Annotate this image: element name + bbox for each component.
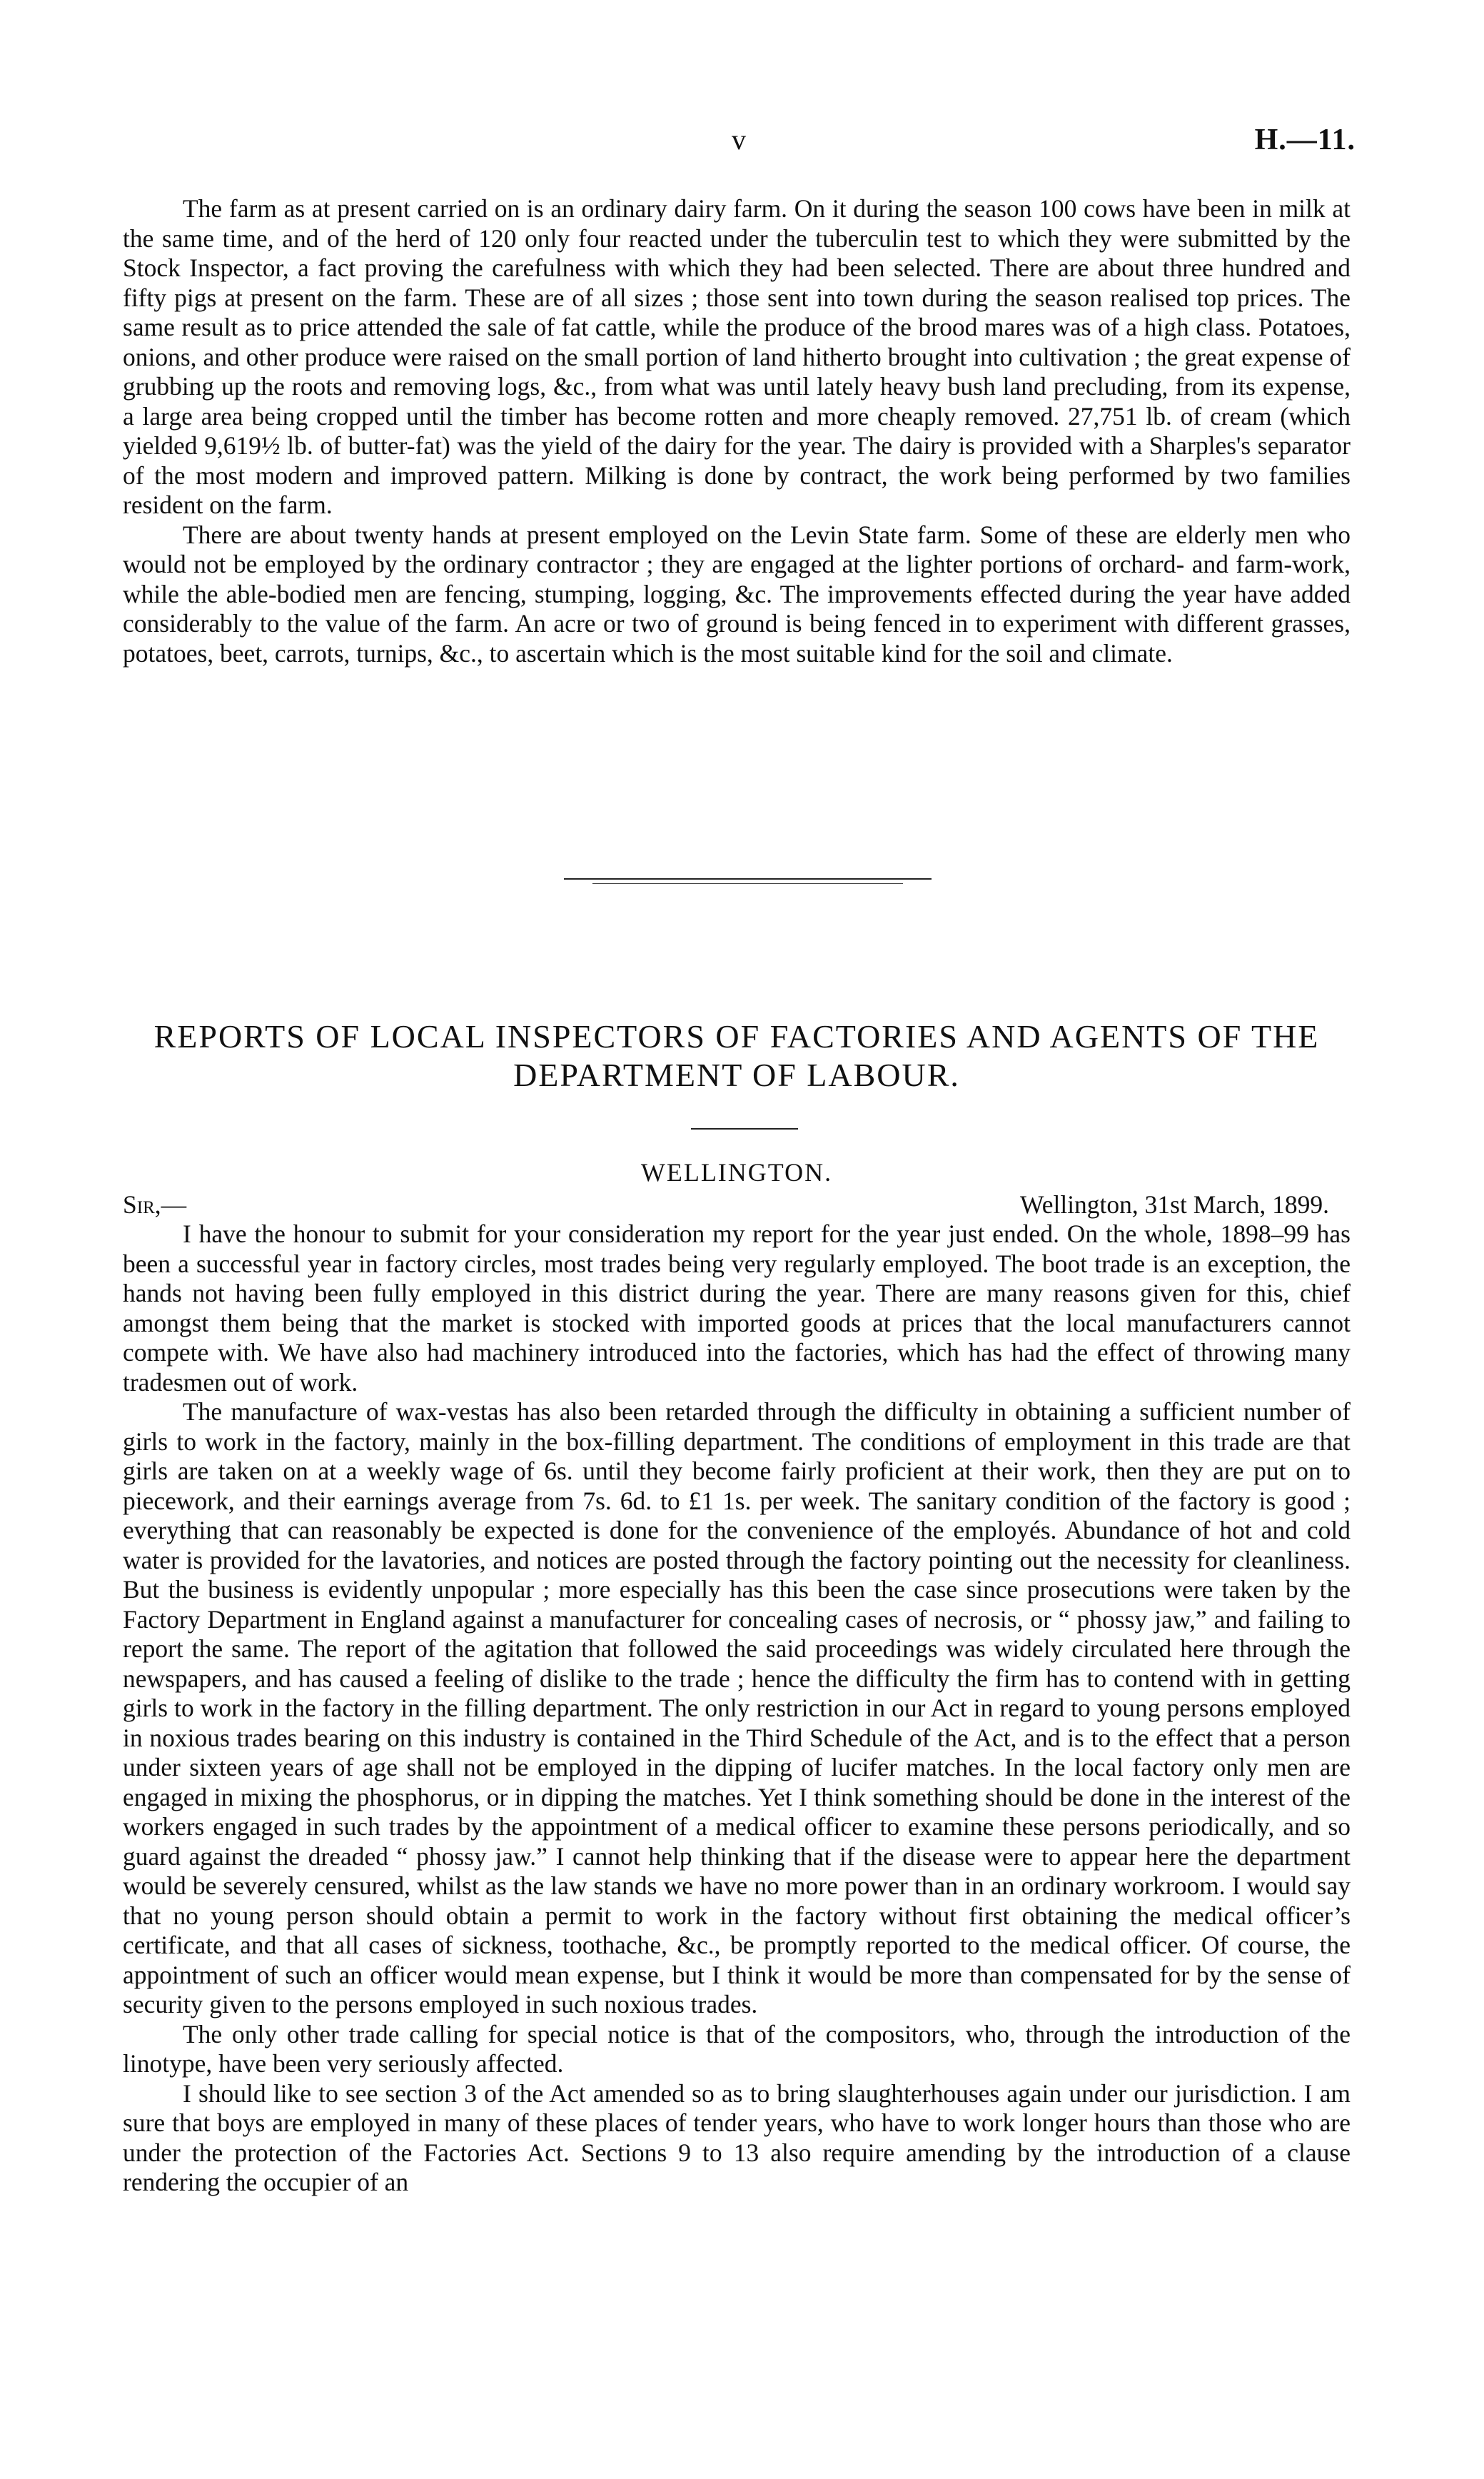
farm-paragraph-2: There are about twenty hands at present employed on the Levin State farm. Some of these are elderly men who would not be employed by the ordinary contractor ; they are engaged at the lighter portions of orchard- and farm-work, while the able-bodied men are fencing, stumping, logging, &c. The improvements effected during the year have added considerably to the value of the farm. An acre or two of ground is being fenced in to experiment with different grasses, potatoes, beet, carrots, turnips, &c., to ascertain which is the most suitable kind for the soil and climate. (123, 520, 1351, 668)
document-code: H.—11. (1254, 124, 1356, 156)
report-paragraph-2: The manufacture of wax-vestas has also been retarded through the difficulty in obtaining a sufficient number of girls to work in the factory, mainly in the box-filling department. The conditions of employment in this trade are that girls are taken on at a weekly wage of 6s. until they become fairly proficient at their work, then they are put on to piecework, and their earnings average from 7s. 6d. to £1 1s. per week. The sanitary condition of the factory is good ; everything that can reasonably be expected is done for the convenience of the employés. Abundance of hot and cold water is provided for the lavatories, and notices are posted through the factory pointing out the necessity for cleanliness. But the business is evidently unpopular ; more especially has this been the case since prosecutions were taken by the Factory Department in England against a manufacturer for concealing cases of necrosis, or “ phossy jaw,” and failing to report the same. The report of the agitation that followed the said proceedings was widely circulated here through the newspapers, and has caused a feeling of dislike to the trade ; hence the difficulty the firm has to contend with in getting girls to work in the factory in the filling department. The only restriction in our Act in regard to young persons employed in noxious trades bearing on this industry is contained in the Third Schedule of the Act, and is to the effect that a person under sixteen years of age shall not be employed in the dipping of lucifer matches. In the local factory only men are engaged in mixing the phosphorus, or in dipping the matches. Yet I think something should be done in the interest of the workers engaged in such trades by the appointment of a medical officer to examine these persons periodically, and so guard against the dreaded “ phossy jaw.” I cannot help thinking that if the disease were to appear here the department would be severely censured, whilst as the law stands we have no more power than in an ordinary workroom. I would say that no young person should obtain a permit to work in the factory without first obtaining the medical officer’s certificate, and that all cases of sickness, toothache, &c., be promptly reported to the medical officer. Of course, the appointment of such an officer would mean expense, but I think it would be more than compensated for by the sense of security given to the persons employed in such noxious trades. (123, 1397, 1351, 2018)
report-paragraph-1: I have the honour to submit for your consideration my report for the year just ended. On the whole, 1898–99 has been a successful year in factory circles, most trades being very regularly employed. The boot trade is an exception, the hands not having been fully employed in this district during the year. There are many reasons given for this, chief amongst them being that the market is stocked with imported goods at prices that the local manufacturers cannot compete with. We have also had machinery introduced into the factories, which has had the effect of throwing many tradesmen out of work. (123, 1220, 1351, 1397)
title-rule (691, 1128, 798, 1130)
report-body (123, 1220, 1351, 2198)
section-divider (564, 878, 932, 885)
district-heading: WELLINGTON. (640, 1158, 833, 1187)
date-line: Wellington, 31st March, 1899. (1020, 1190, 1329, 1219)
farm-paragraph-1: The farm as at present carried on is an ordinary dairy farm. On it during the season 100 cows have been in milk at the same time, and of the herd of 120 only four reacted under the tuberculin test to which they were submitted by the Stock Inspector, a fact proving the carefulness with which they had been selected. There are about three hundred and fifty pigs at present on the farm. These are of all sizes ; those sent into town during the season realised top prices. The same result as to price attended the sale of fat cattle, while the produce of the brood mares was of a high class. Potatoes, onions, and other produce were raised on the small portion of land hitherto brought into cultivation ; the great expense of grubbing up the roots and removing logs, &c., from what was until lately heavy bush land precluding, from its expense, a large area being cropped until the timber has become rotten and more cheaply removed. 27,751 lb. of cream (which yielded 9,619½ lb. of butter-fat) was the yield of the dairy for the year. The dairy is provided with a Sharples's separator of the most modern and improved pattern. Milking is done by contract, the work being performed by two families resident on the farm. (123, 194, 1351, 519)
page-number: v (732, 124, 746, 156)
farm-section (123, 194, 1351, 668)
report-paragraph-4: I should like to see section 3 of the Act amended so as to bring slaughterhouses again under our jurisdiction. I am sure that boys are employed in many of these places of tender years, who have to work longer hours than those who are under the protection of the Factories Act. Sections 9 to 13 also require amending by the introduction of a clause rendering the occupier of an (123, 2078, 1351, 2196)
letter-opening (123, 1189, 1351, 1220)
section-title: REPORTS OF LOCAL INSPECTORS OF FACTORIES AND AGENTS OF THE DEPARTMENT OF LABOUR. (153, 1018, 1320, 1093)
salutation: Sir,— (123, 1190, 187, 1219)
report-paragraph-3: The only other trade calling for special notice is that of the compositors, who, through the introduction of the linotype, have been very seriously affected. (123, 2019, 1351, 2078)
page-header (0, 123, 1484, 166)
